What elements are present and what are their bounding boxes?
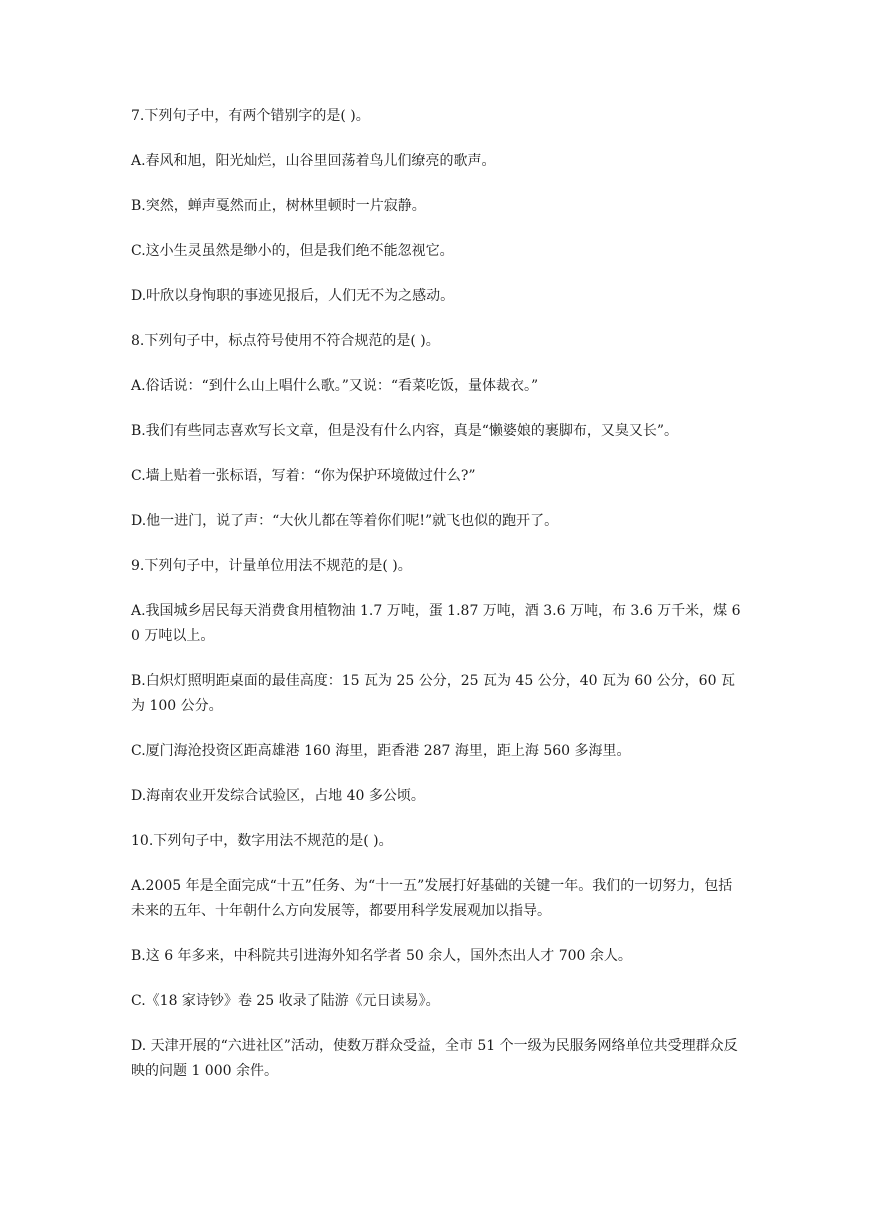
question-10-option-b: B.这 6 年多来，中科院共引进海外知名学者 50 余人，国外杰出人才 700 余人。 (131, 948, 632, 964)
question-8-stem: 8.下列句子中，标点符号使用不符合规范的是( )。 (131, 333, 440, 349)
question-9-stem: 9.下列句子中，计量单位用法不规范的是( )。 (131, 558, 412, 574)
question-7-option-a: A.春风和旭，阳光灿烂，山谷里回荡着鸟儿们缭亮的歌声。 (131, 153, 496, 169)
question-9-option-d: D.海南农业开发综合试验区，占地 40 多公顷。 (131, 788, 425, 804)
question-10-option-c: C.《18 家诗钞》卷 25 收录了陆游《元日读易》。 (131, 993, 440, 1009)
question-7-option-d: D.叶欣以身恂职的事迹见报后，人们无不为之感动。 (131, 288, 455, 304)
question-7-stem: 7.下列句子中，有两个错别字的是( )。 (131, 108, 370, 124)
question-7-option-c: C.这小生灵虽然是缈小的，但是我们绝不能忽视它。 (131, 243, 454, 259)
question-8-option-c: C.墙上贴着一张标语，写着：“你为保护环境做过什么?” (131, 468, 476, 484)
question-9-option-b: B.白炽灯照明距桌面的最佳高度：15 瓦为 25 公分，25 瓦为 45 公分，40 瓦为 60 公分，60 瓦为 100 公分。 (131, 673, 735, 714)
question-8-option-a: A.俗话说：“到什么山上唱什么歌。”又说：“看菜吃饭，量体裁衣。” (131, 378, 539, 394)
question-8-option-d: D.他一进门，说了声：“大伙儿都在等着你们呢!”就飞也似的跑开了。 (131, 513, 559, 529)
question-7-option-b: B.突然，蝉声戛然而止，树林里顿时一片寂静。 (131, 198, 426, 214)
question-10-option-a: A.2005 年是全面完成“十五”任务、为“十一五”发展打好基础的关键一年。我们的一切努力，包括未来的五年、十年朝什么方向发展等，都要用科学发展观加以指导。 (131, 878, 733, 919)
question-8-option-b: B.我们有些同志喜欢写长文章，但是没有什么内容，真是“懒婆娘的裹脚布，又臭又长”。 (131, 423, 679, 439)
document-page (131, 104, 741, 1104)
question-10-option-d: D. 天津开展的“六进社区”活动，使数万群众受益，全市 51 个一级为民服务网络单位共受理群众反映的问题 1 000 余件。 (131, 1038, 738, 1079)
question-9-option-a: A.我国城乡居民每天消费食用植物油 1.7 万吨，蛋 1.87 万吨，酒 3.6 万吨，布 3.6 万千米，煤 60 万吨以上。 (131, 603, 741, 644)
question-10-stem: 10.下列句子中，数字用法不规范的是( )。 (131, 833, 393, 849)
question-9-option-c: C.厦门海沧投资区距高雄港 160 海里，距香港 287 海里，距上海 560 多海里。 (131, 743, 631, 759)
